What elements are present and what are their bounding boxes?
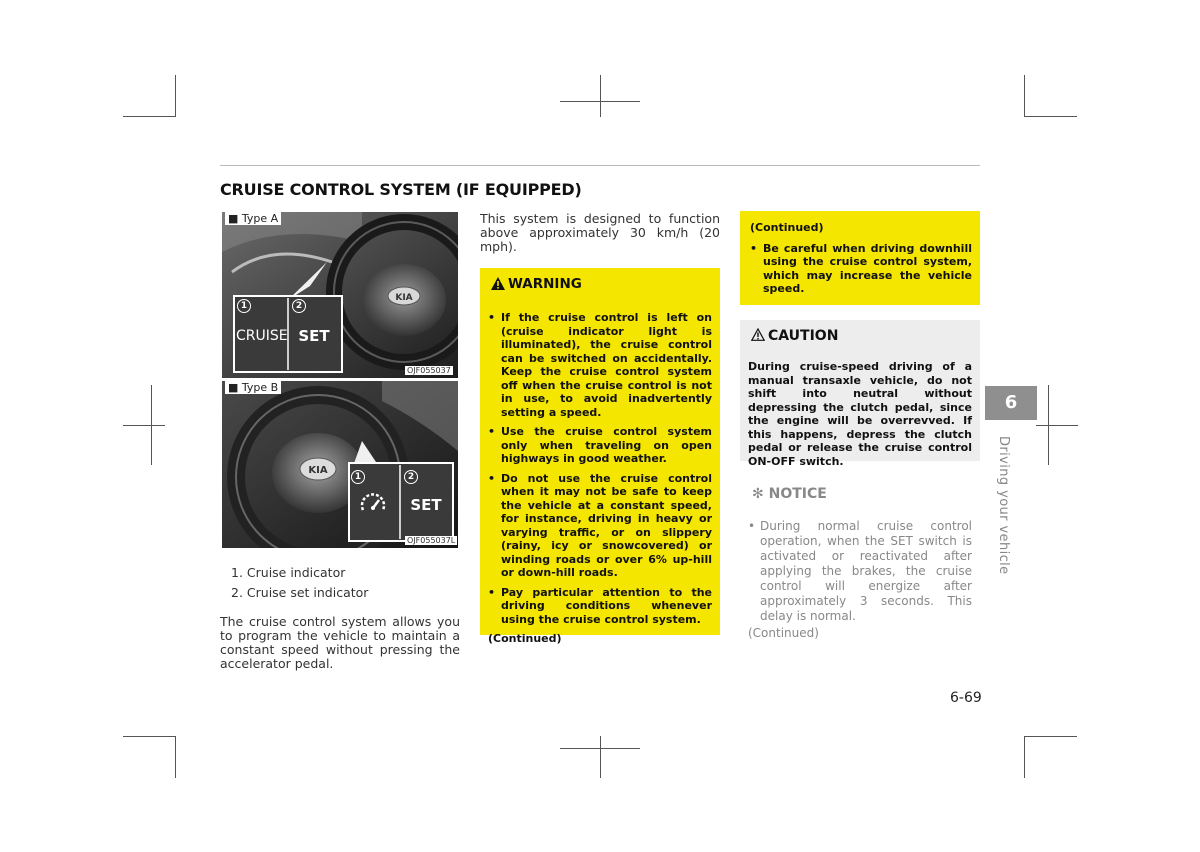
figure-label-b: ■ Type B <box>225 381 281 394</box>
notice-continued: (Continued) <box>748 626 819 640</box>
callout-2: 2 <box>404 470 418 484</box>
figure-label-a: ■ Type A <box>225 212 281 225</box>
figure-type-a <box>222 212 458 378</box>
notice-item: • During normal cruise control operation, when the SET switch is activated or reactivated after applying the brakes, the cruise control will energize after approximately 3 seconds. This delay is normal. <box>748 519 972 623</box>
header-rule <box>220 165 980 166</box>
crop-mark <box>175 736 176 778</box>
warning-continued: (Continued) <box>488 632 562 645</box>
crop-mark <box>1024 75 1025 117</box>
callout-2: 2 <box>292 299 306 313</box>
legend-item-1: 1. Cruise indicator <box>231 565 346 580</box>
warning-item: • Do not use the cruise control when it may not be safe to keep the vehicle at a constant speed, for instance, driving in heavy or varying traffic, or on slippery (rainy, icy or snowcovered) or winding roads or over 6% up-hill or down-hill roads. <box>488 472 712 580</box>
notice-icon: ✻ <box>752 486 764 502</box>
warning-heading: WARNING <box>491 276 582 294</box>
figure-code-b: OJF055037L <box>407 536 456 545</box>
warning-icon <box>491 277 505 294</box>
steering-wheel-photo-a <box>222 212 458 378</box>
notice-heading: ✻ NOTICE <box>752 486 827 502</box>
legend-item-2: 2. Cruise set indicator <box>231 585 369 600</box>
warning-item: • Pay particular attention to the driving conditions whenever using the cruise control system. <box>488 586 712 627</box>
crop-mark <box>175 75 176 117</box>
steering-wheel-photo-b <box>222 381 458 548</box>
crop-mark <box>1024 116 1077 117</box>
caution-box <box>740 320 980 468</box>
crop-mark <box>123 736 176 737</box>
crop-mark <box>123 425 165 426</box>
notice-body <box>748 519 972 641</box>
intro-paragraph: The cruise control system allows you to program the vehicle to maintain a constant speed without pressing the accelerator pedal. <box>220 614 460 671</box>
warning-item: • Use the cruise control system only when traveling on open highways in good weather. <box>488 425 712 466</box>
crop-mark <box>600 736 601 778</box>
kia-logo-b: KIA <box>308 465 328 476</box>
caution-text: During cruise-speed driving of a manual transaxle vehicle, do not shift into neutral without depressing the clutch pedal, since the engine will be overrevved. If this happens, depress the clutch pedal or release the cruise control ON-OFF switch. <box>748 360 972 468</box>
figure-code-a: OJF055037 <box>407 366 451 375</box>
crop-mark <box>1024 736 1025 778</box>
crop-mark <box>123 116 176 117</box>
caution-icon <box>751 328 765 345</box>
page-title: CRUISE CONTROL SYSTEM (IF EQUIPPED) <box>220 180 582 199</box>
figure-type-b <box>222 381 458 548</box>
crop-mark <box>1036 425 1078 426</box>
function-paragraph: This system is designed to function above approximately 30 km/h (20 mph). <box>480 211 720 254</box>
continued-item: • Be careful when driving downhill using the cruise control system, which may increase the vehicle speed. <box>750 242 972 296</box>
crop-mark <box>1024 736 1077 737</box>
crop-mark <box>600 75 601 117</box>
set-button-label: SET <box>410 496 442 514</box>
crop-mark <box>560 748 640 749</box>
section-label: Driving your vehicle <box>996 436 1011 575</box>
cruise-button-label: CRUISE <box>236 328 288 344</box>
page-number: 6-69 <box>950 690 982 706</box>
continued-box <box>740 211 980 305</box>
set-button-label: SET <box>298 327 330 345</box>
callout-1: 1 <box>351 470 365 484</box>
warning-item: • If the cruise control is left on (cruise indicator light is illuminated), the cruise control can be switched on accidentally. Keep the cruise control system off when the cruise control is not in use, to avoid inadvertently setting a speed. <box>488 311 712 419</box>
continued-title: (Continued) <box>750 221 824 234</box>
callout-1: 1 <box>237 299 251 313</box>
cruise-speedometer-icon <box>358 490 388 520</box>
caution-heading: CAUTION <box>751 328 838 345</box>
crop-mark <box>560 101 640 102</box>
chapter-tab: 6 <box>985 386 1037 420</box>
warning-box <box>480 268 720 645</box>
kia-logo-a: KIA <box>395 293 413 303</box>
